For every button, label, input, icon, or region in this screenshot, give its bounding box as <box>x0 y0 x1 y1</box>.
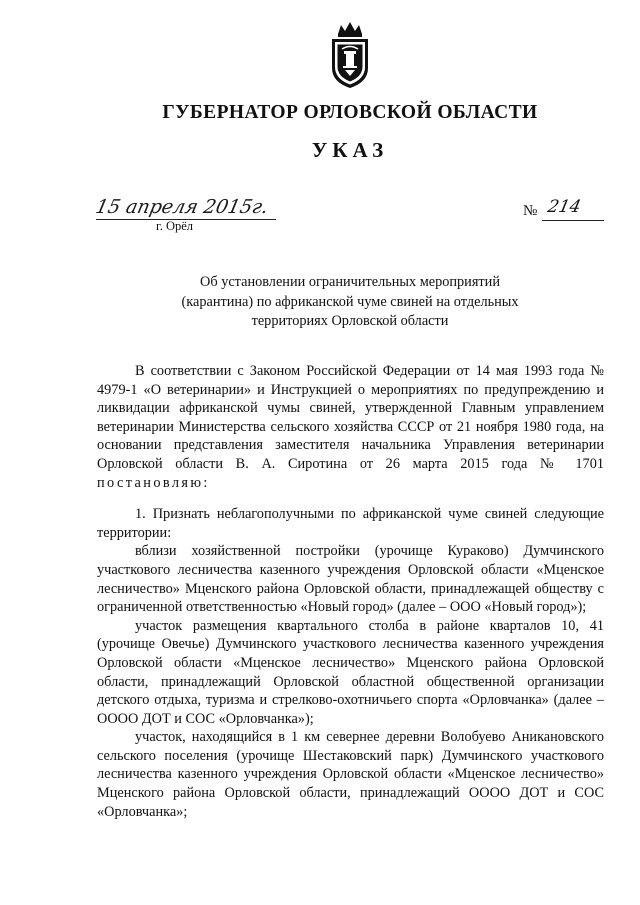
number-label: № <box>523 203 538 219</box>
preamble-text: В соответствии с Законом Российской Федерации от 14 мая 1993 года № 4979-1 «О ветеринарии» и Инструкцией о мероприятиях по предупреждению и ликвидации африканской чумы свиней, утвержденной Главным управлением ветеринарии Министерства сельского хозяйства СССР от 21 ноября 1980 года, на основании представления заместителя начальника Управления ветеринарии Орловской области В. А. Сиротина от 26 марта 2015 года № 1701 <box>97 363 604 472</box>
territory-2-paragraph: участок размещения квартального столба в районе кварталов 10, 41 (урочище Овечье) Думчинского участкового лесничества казенного учреждения Орловской области «Мценское лесничество» Мценского района Орловской области, принадлежащий Орловской областной общественной организации детского отдыха, туризма и стрелково-охотничьего спорта «Орловчанка» (далее – ОООО ДОТ и СОС «Орловчанка»); <box>97 617 604 727</box>
item-1-paragraph: 1. Признать неблагополучными по африканской чуме свиней следующие территории: <box>97 506 604 541</box>
document-subject <box>150 273 550 332</box>
city-label: г. Орёл <box>156 219 194 233</box>
decree-word: постановляю: <box>97 474 210 491</box>
document-body <box>97 362 604 821</box>
coat-of-arms-icon <box>325 20 375 90</box>
preamble-paragraph <box>97 362 604 492</box>
handwritten-date: 15 апреля 2015г. <box>93 196 271 218</box>
document-type: УКАЗ <box>311 138 389 162</box>
territory-1-paragraph: вблизи хозяйственной постройки (урочище Кураково) Думчинского участкового лесничества казенного учреждения Орловской области «Мценское лесничество» Мценского района Орловской области, принадлежащей обществу с ограниченной ответственностью «Новый город» (далее – ООО «Новый город»); <box>97 543 604 616</box>
subject-line: Об установлении ограничительных мероприятий <box>200 274 500 290</box>
subject-line: (карантина) по африканской чуме свиней на отдельных <box>181 293 519 310</box>
territory-3-paragraph: участок, находящийся в 1 км севернее деревни Волобуево Аникановского сельского поселения (урочище Шестаковский парк) Думчинского участкового лесничества казенного учреждения Орловской области «Мценское лесничество» Мценского района Орловской области, принадлежащий ОООО ДОТ и СОС «Орловчанка»; <box>97 729 604 820</box>
issuer-title: ГУБЕРНАТОР ОРЛОВСКОЙ ОБЛАСТИ <box>162 102 538 123</box>
number-underline <box>542 220 604 221</box>
subject-line: территориях Орловской области <box>251 313 449 329</box>
handwritten-number: 214 <box>545 197 583 217</box>
